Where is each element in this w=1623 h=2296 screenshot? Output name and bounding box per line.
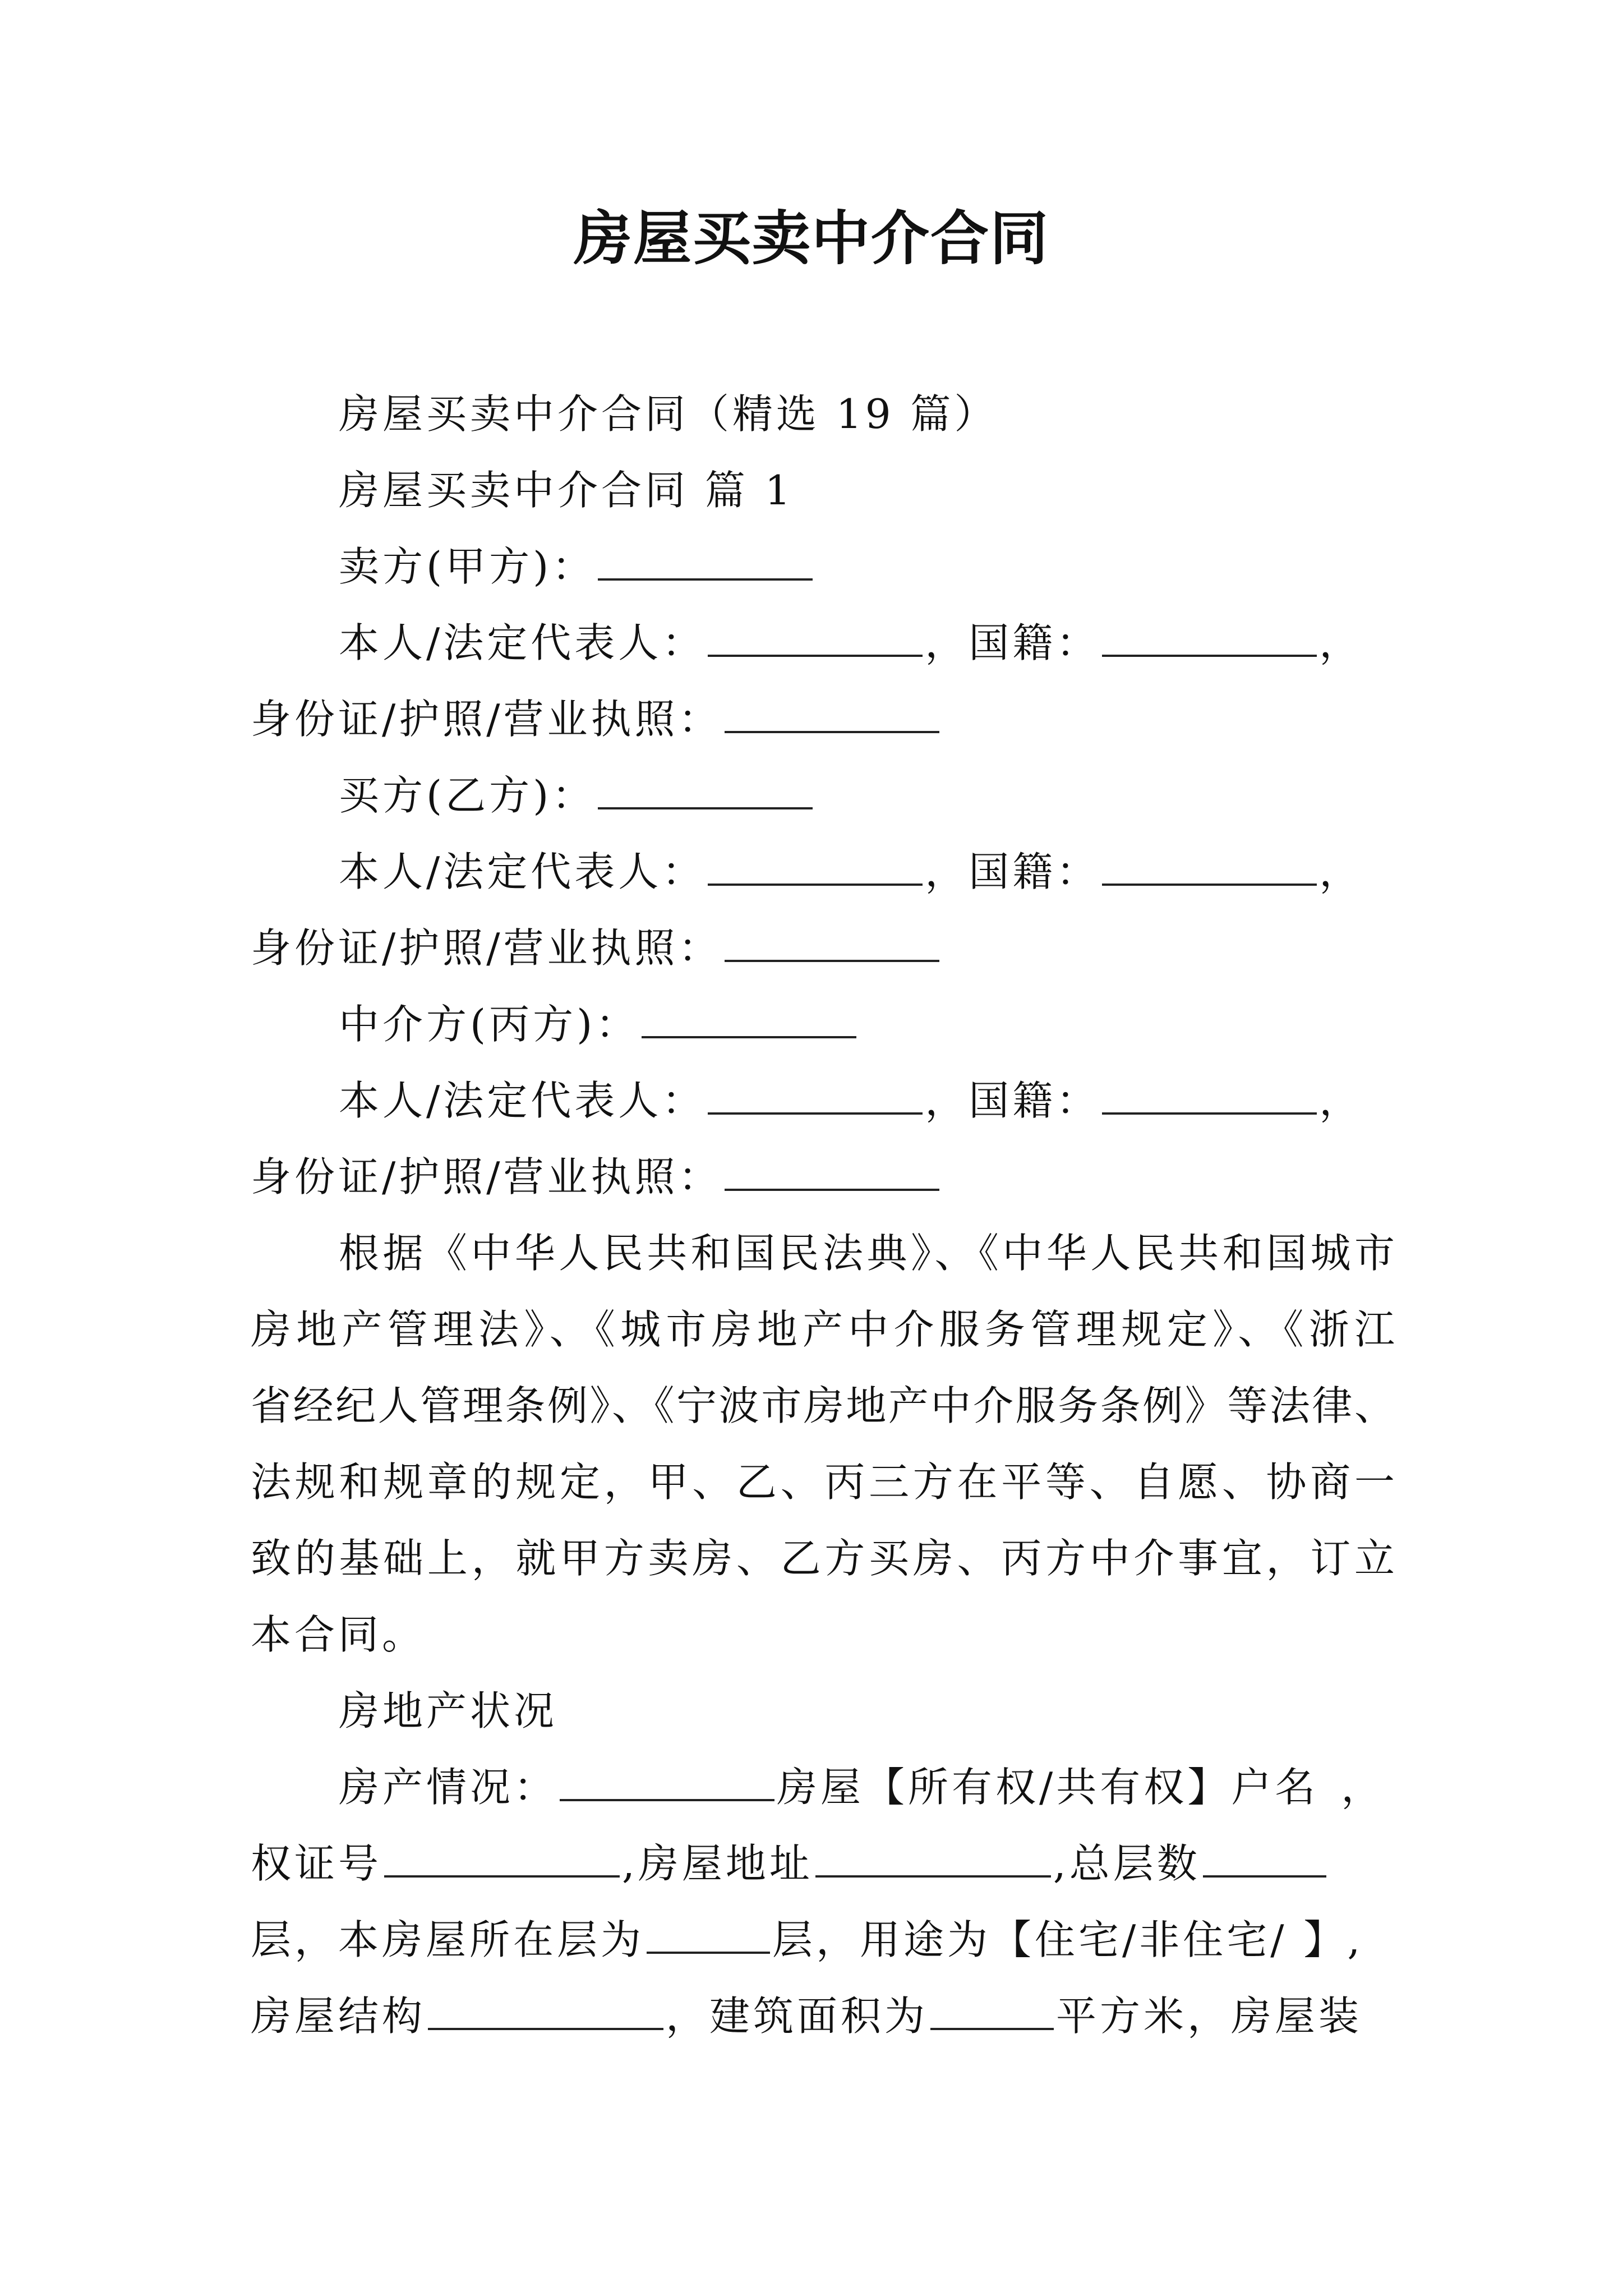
nationality-blank: [1102, 618, 1317, 657]
nationality-label: ，国籍：: [925, 619, 1100, 666]
cert-blank: [384, 1838, 620, 1878]
agent-id-line: [251, 1149, 1395, 1205]
paragraph-line: 根据《中华人民共和国民法典》、《中华人民共和国城市: [339, 1230, 1395, 1277]
buyer-id-line: [251, 920, 1395, 976]
property-line: [339, 1759, 1395, 1815]
section-line: 房屋买卖中介合同 篇 1: [339, 467, 794, 514]
subtitle-line: 房屋买卖中介合同（精选 19 篇）: [339, 390, 998, 438]
agent-rep-line: [339, 1073, 1395, 1129]
seller-line: [339, 539, 1395, 595]
id-label: 身份证/护照/营业执照：: [251, 696, 722, 743]
paragraph-line: 致的基础上，就甲方卖房、乙方买房、丙方中介事宜，订立: [251, 1535, 1395, 1582]
paragraph-line: 省经纪人管理条例》、《宁波市房地产中介服务条例》等法律、: [251, 1382, 1395, 1429]
floor-line: [251, 1912, 1395, 1968]
seller-rep-line: [339, 615, 1395, 671]
rep-blank: [708, 846, 923, 886]
nationality-label: ，国籍：: [925, 1077, 1100, 1124]
comma: ，: [1319, 1077, 1363, 1124]
addr-label: ,房屋地址: [622, 1840, 813, 1887]
document-title: 房屋买卖中介合同: [573, 204, 1049, 273]
id-blank: [725, 694, 939, 733]
floors-blank: [1203, 1838, 1326, 1878]
comma: ，: [1319, 848, 1363, 895]
paragraph-line: 房地产管理法》、《城市房地产中介服务管理规定》、《浙江: [251, 1306, 1395, 1353]
nationality-label: ，国籍：: [925, 848, 1100, 895]
buyer-label: 买方(乙方)：: [339, 772, 596, 819]
paragraph-line: 法规和规章的规定，甲、乙、丙三方在平等、自愿、协商一: [251, 1458, 1395, 1506]
prop-label: 房产情况：: [339, 1764, 558, 1811]
section-heading: 房地产状况: [339, 1687, 558, 1734]
floors-label: ,总层数: [1053, 1840, 1201, 1887]
prop-end: ，: [1341, 1764, 1385, 1811]
seller-label: 卖方(甲方)：: [339, 543, 596, 590]
use-label: 层，用途为【住宅/非住宅/ 】,: [772, 1916, 1364, 1963]
prop-mid: 房屋【所有权/共有权】户名: [777, 1764, 1319, 1811]
prop-blank: [560, 1762, 774, 1801]
struct-label: 房屋结构: [251, 1993, 426, 2040]
area-unit: 平方米，房屋装: [1056, 1993, 1363, 2040]
floor-blank: [647, 1915, 770, 1954]
id-blank: [725, 1152, 939, 1191]
area-label: ，建筑面积为: [666, 1993, 929, 2040]
nationality-blank: [1102, 1075, 1317, 1115]
rep-blank: [708, 1075, 923, 1115]
floor-unit: 层，本房屋所在层为: [251, 1916, 645, 1963]
seller-id-line: [251, 691, 1395, 747]
paragraph-line: 本合同。: [251, 1611, 426, 1658]
area-blank: [930, 1991, 1054, 2030]
addr-blank: [815, 1838, 1051, 1878]
rep-blank: [708, 618, 923, 657]
structure-line: [251, 1988, 1395, 2044]
agent-line: [339, 996, 1395, 1052]
buyer-blank: [598, 770, 813, 809]
comma: ，: [1319, 619, 1363, 666]
id-blank: [725, 923, 939, 962]
agent-label: 中介方(丙方)：: [339, 1001, 640, 1048]
nationality-blank: [1102, 846, 1317, 886]
rep-label: 本人/法定代表人：: [339, 619, 706, 666]
rep-label: 本人/法定代表人：: [339, 848, 706, 895]
cert-line: [251, 1835, 1395, 1892]
id-label: 身份证/护照/营业执照：: [251, 1153, 722, 1200]
id-label: 身份证/护照/营业执照：: [251, 924, 722, 972]
buyer-line: [339, 767, 1395, 823]
struct-blank: [428, 1991, 663, 2030]
cert-label: 权证号: [251, 1840, 382, 1887]
buyer-rep-line: [339, 844, 1395, 900]
seller-blank: [598, 541, 813, 581]
agent-blank: [642, 999, 856, 1038]
rep-label: 本人/法定代表人：: [339, 1077, 706, 1124]
